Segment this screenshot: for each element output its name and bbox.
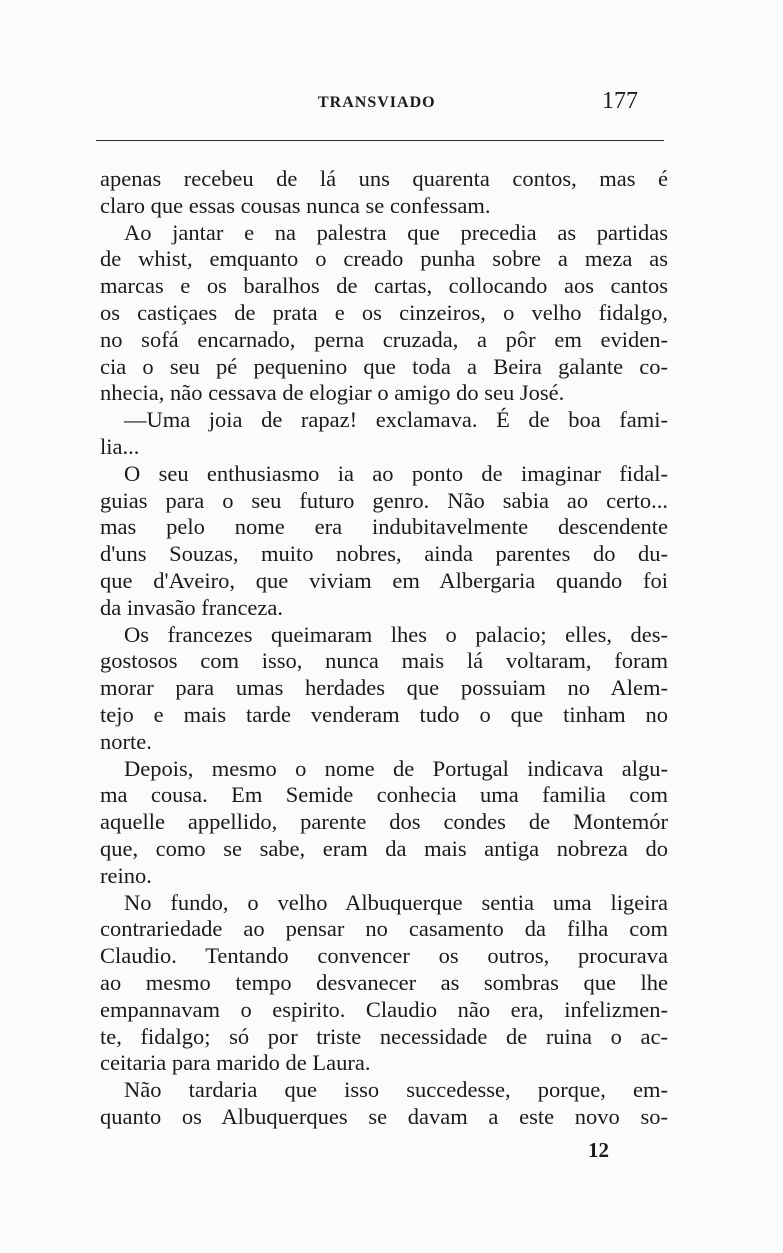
running-title: TRANSVIADO	[318, 94, 436, 111]
text-line: no sofá encarnado, perna cruzada, a pôr em eviden-	[100, 326, 668, 352]
text-line: Não tardaria que isso succedesse, porque, em-	[124, 1077, 668, 1103]
text-line: que d'Aveiro, que viviam em Albergaria quando foi	[100, 567, 668, 593]
text-line: contrariedade ao pensar no casamento da filha com	[100, 916, 668, 942]
text-line: mas pelo nome era indubitavelmente descendente	[100, 514, 668, 540]
page-number: 177	[602, 88, 638, 114]
running-head	[96, 88, 666, 122]
text-line: aquelle appellido, parente dos condes de Montemór	[100, 809, 668, 835]
text-line: Claudio. Tentando convencer os outros, procurava	[100, 943, 668, 969]
text-line: nhecia, não cessava de elogiar o amigo do seu José.	[100, 380, 565, 406]
text-line: reino.	[100, 862, 152, 888]
text-line: Os francezes queimaram lhes o palacio; elles, des-	[124, 621, 668, 647]
header-rule	[96, 140, 664, 141]
text-line: que, como se sabe, eram da mais antiga nobreza do	[100, 835, 668, 861]
text-line: norte.	[100, 728, 152, 754]
text-line: ma cousa. Em Semide conhecia uma familia com	[100, 782, 668, 808]
text-line: lia...	[100, 433, 140, 459]
text-line: empannavam o espirito. Claudio não era, infelizmen-	[100, 996, 668, 1022]
text-line: ao mesmo tempo desvanecer as sombras que lhe	[100, 969, 668, 995]
text-line: Ao jantar e na palestra que precedia as partidas	[124, 219, 668, 245]
text-line: morar para umas herdades que possuiam no Alem-	[100, 675, 668, 701]
text-line: claro que essas cousas nunca se confessam.	[100, 192, 491, 218]
text-line: guias para o seu futuro genro. Não sabia ao certo...	[100, 487, 668, 513]
text-line: quanto os Albuquerques se davam a este novo so-	[100, 1103, 668, 1129]
text-line: da invasão franceza.	[100, 594, 284, 620]
text-line: gostosos com isso, nunca mais lá voltaram, foram	[100, 648, 668, 674]
text-line: marcas e os baralhos de cartas, collocando aos cantos	[100, 273, 668, 299]
text-line: cia o seu pé pequenino que toda a Beira galante co-	[100, 353, 668, 379]
signature-mark: 12	[588, 1138, 609, 1162]
text-line: ceitaria para marido de Laura.	[100, 1050, 371, 1076]
text-line: O seu enthusiasmo ia ao ponto de imaginar fidal-	[124, 460, 668, 486]
text-line: os castiçaes de prata e os cinzeiros, o velho fidalgo,	[100, 299, 668, 325]
body-text	[100, 166, 668, 1131]
text-line: d'uns Souzas, muito nobres, ainda parentes do du-	[100, 541, 668, 567]
text-line: tejo e mais tarde venderam tudo o que tinham no	[100, 701, 668, 727]
text-line: —Uma joia de rapaz! exclamava. É de boa fami-	[124, 407, 668, 433]
text-line: Depois, mesmo o nome de Portugal indicava algu-	[124, 755, 668, 781]
text-line: de whist, emquanto o creado punha sobre a meza as	[100, 246, 668, 272]
text-line: te, fidalgo; só por triste necessidade de ruina o ac-	[100, 1023, 668, 1049]
text-line: No fundo, o velho Albuquerque sentia uma ligeira	[124, 889, 668, 915]
text-line: apenas recebeu de lá uns quarenta contos, mas é	[100, 166, 668, 191]
